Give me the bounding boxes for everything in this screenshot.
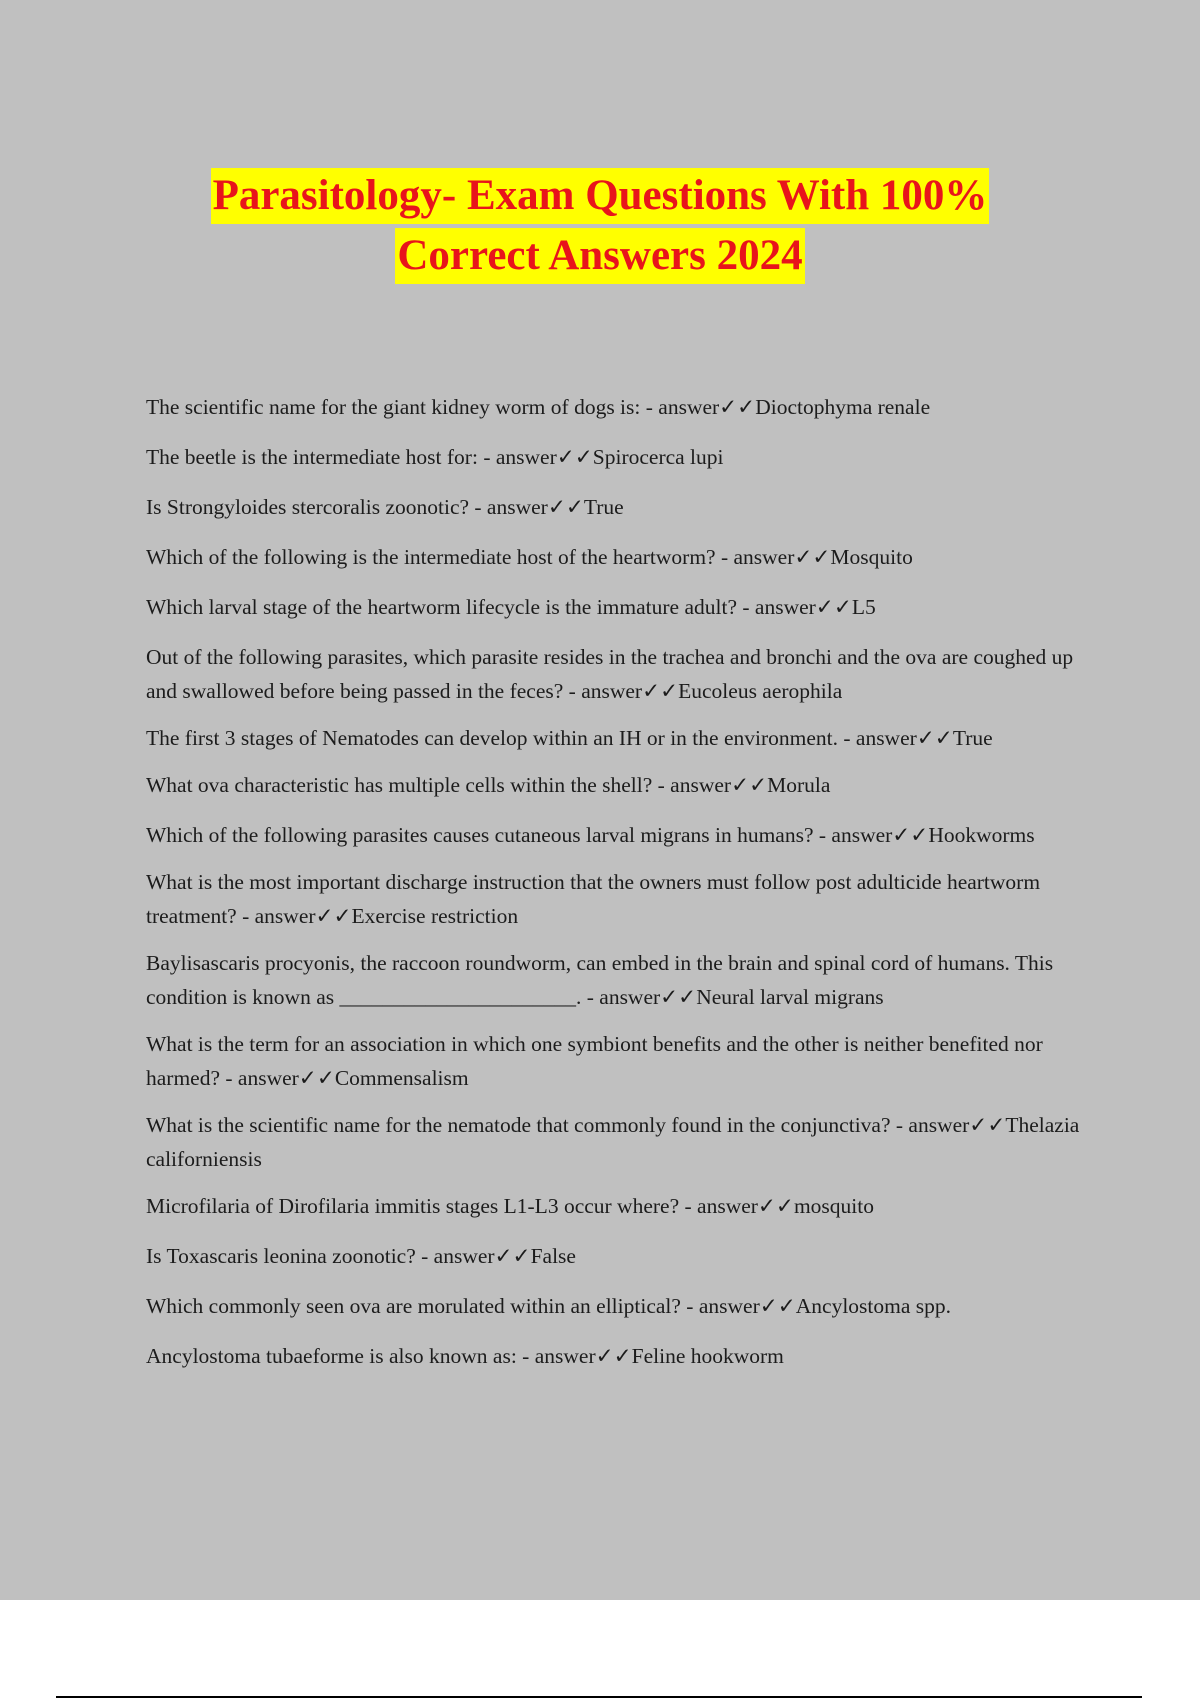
qa-item: Is Toxascaris leonina zoonotic? - answer✓✓False	[146, 1244, 576, 1268]
qa-item: Baylisascaris procyonis, the raccoon roundworm, can embed in the brain and spinal cord of humans. This condition is known as ______________________. - answer✓✓Neural larval migrans	[146, 951, 1054, 1009]
bottom-divider	[56, 1696, 1142, 1698]
qa-item: Ancylostoma tubaeforme is also known as: - answer✓✓Feline hookworm	[146, 1344, 784, 1368]
title-line-1: Parasitology- Exam Questions With 100%	[211, 168, 990, 224]
qa-item: Is Strongyloides stercoralis zoonotic? - answer✓✓True	[146, 495, 624, 519]
qa-item: The scientific name for the giant kidney worm of dogs is: - answer✓✓Dioctophyma renale	[146, 395, 931, 419]
qa-item: What ova characteristic has multiple cells within the shell? - answer✓✓Morula	[146, 773, 831, 797]
qa-item: What is the term for an association in which one symbiont benefits and the other is neither benefited nor harmed? - answer✓✓Commensalism	[146, 1032, 1043, 1090]
qa-item: Out of the following parasites, which parasite resides in the trachea and bronchi and the ova are coughed up and swallowed before being passed in the feces? - answer✓✓Eucoleus aerophila	[146, 645, 1074, 703]
question-answer-list	[146, 390, 1096, 1389]
title-line-2: Correct Answers 2024	[395, 228, 804, 284]
qa-item: What is the scientific name for the nematode that commonly found in the conjunctiva? - answer✓✓Thelazia californiensis	[146, 1113, 1080, 1171]
qa-item: Which commonly seen ova are morulated within an elliptical? - answer✓✓Ancylostoma spp.	[146, 1294, 952, 1318]
document-title	[0, 168, 1200, 288]
qa-item: The first 3 stages of Nematodes can develop within an IH or in the environment. - answer✓✓True	[146, 726, 993, 750]
qa-item: Which of the following is the intermediate host of the heartworm? - answer✓✓Mosquito	[146, 545, 913, 569]
qa-item: Which larval stage of the heartworm lifecycle is the immature adult? - answer✓✓L5	[146, 595, 876, 619]
qa-item: The beetle is the intermediate host for: - answer✓✓Spirocerca lupi	[146, 445, 724, 469]
qa-item: Which of the following parasites causes cutaneous larval migrans in humans? - answer✓✓Hookworms	[146, 823, 1035, 847]
qa-item: What is the most important discharge instruction that the owners must follow post adulticide heartworm treatment? - answer✓✓Exercise restriction	[146, 870, 1041, 928]
qa-item: Microfilaria of Dirofilaria immitis stages L1-L3 occur where? - answer✓✓mosquito	[146, 1194, 874, 1218]
